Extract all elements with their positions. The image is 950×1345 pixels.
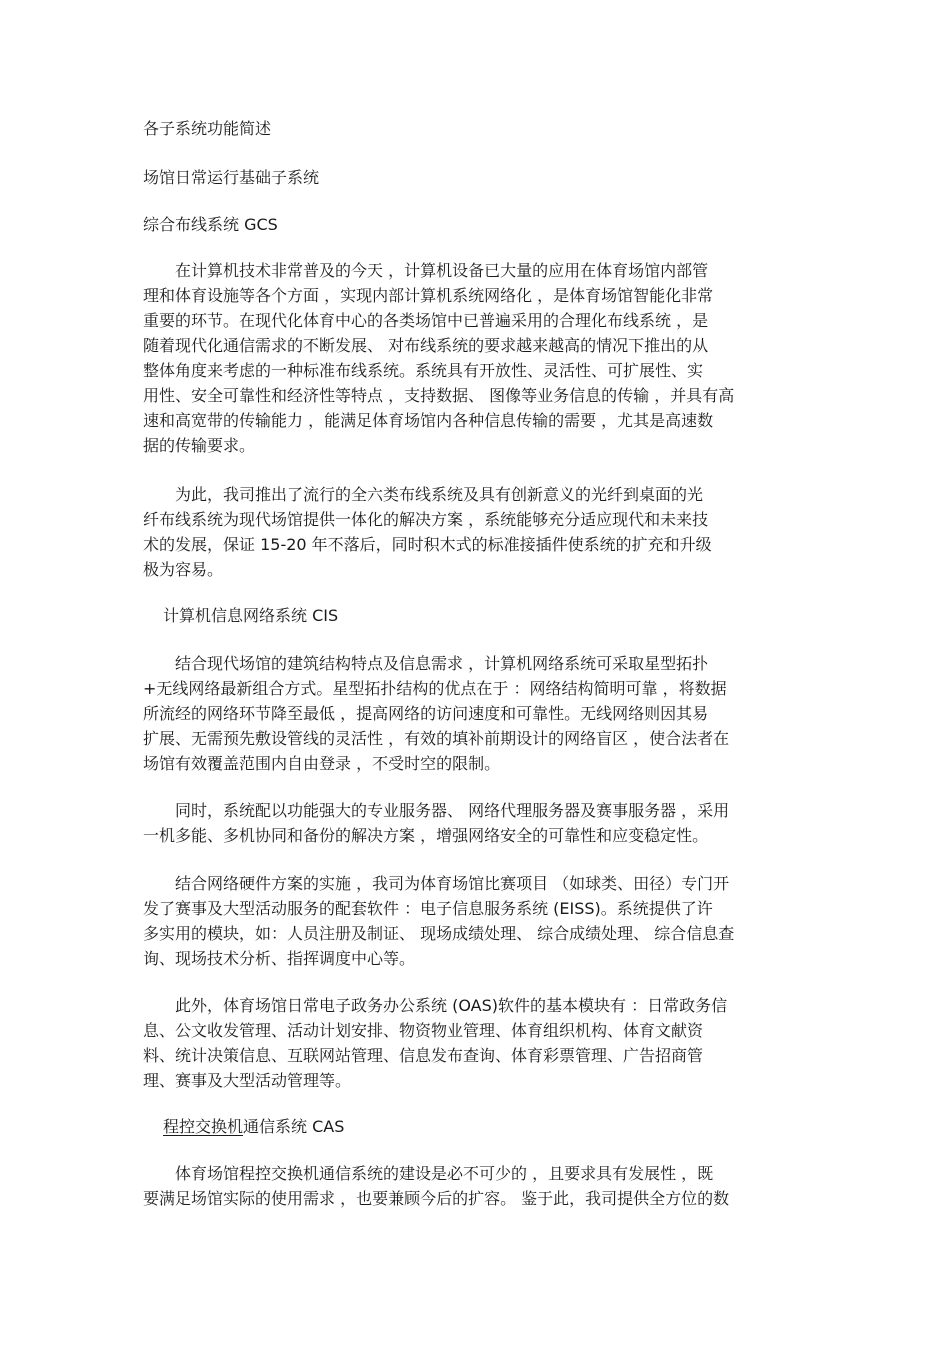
text-line: 一机多能、多机协同和备份的解决方案 ，增强网络安全的可靠性和应变稳定性。 bbox=[143, 826, 709, 845]
subsection-heading-gcs: 综合布线系统 GCS bbox=[143, 215, 278, 234]
heading-underlined-term: 程控交换机 bbox=[163, 1117, 244, 1136]
text-line: 体育场馆程控交换机通信系统的建设是必不可少的 ，且要求具有发展性 ，既 bbox=[143, 1164, 714, 1183]
text-line: 结合网络硬件方案的实施 ，我司为体育场馆比赛项目 （如球类、田径）专门开 bbox=[143, 874, 730, 893]
text-line: 询、现场技术分析、指挥调度中心等。 bbox=[143, 949, 416, 968]
text-line: 要满足场馆实际的使用需求 ，也要兼顾今后的扩容。 鉴于此，我司提供全方位的数 bbox=[143, 1189, 730, 1208]
text-line: 速和高宽带的传输能力 ，能满足体育场馆内各种信息传输的需要 ，尤其是高速数 bbox=[143, 411, 714, 430]
text-line: 整体角度来考虑的一种标准布线系统。系统具有开放性、灵活性、可扩展性、实 bbox=[143, 361, 704, 380]
text-line: 发了赛事及大型活动服务的配套软件 ：电子信息服务系统 (EISS)。系统提供了许 bbox=[143, 899, 713, 918]
text-line: 理和体育设施等各个方面 ，实现内部计算机系统网络化 ，是体育场馆智能化非常 bbox=[143, 286, 714, 305]
text-line: 多实用的模块，如：人员注册及制证、 现场成绩处理、 综合成绩处理、 综合信息查 bbox=[143, 924, 735, 943]
text-line: 术的发展，保证 15-20 年不落后，同时积木式的标准接插件使系统的扩充和升级 bbox=[143, 535, 712, 554]
text-line: 在计算机技术非常普及的今天 ，计算机设备已大量的应用在体育场馆内部管 bbox=[143, 261, 709, 280]
text-line: 所流经的网络环节降至最低 ，提高网络的访问速度和可靠性。无线网络则因其易 bbox=[143, 704, 709, 723]
text-line: 随着现代化通信需求的不断发展、 对布线系统的要求越来越高的情况下推出的从 bbox=[143, 336, 709, 355]
paragraph-gcs-solution bbox=[143, 482, 808, 582]
text-line: 场馆有效覆盖范围内自由登录 ，不受时空的限制。 bbox=[143, 754, 501, 773]
text-line: 料、统计决策信息、互联网站管理、信息发布查询、体育彩票管理、广告招商管 bbox=[143, 1046, 704, 1065]
text-line: 结合现代场馆的建筑结构特点及信息需求 ，计算机网络系统可采取星型拓扑 bbox=[143, 654, 709, 673]
text-line: +无线网络最新组合方式。星型拓扑结构的优点在于 ：网络结构简明可靠 ，将数据 bbox=[143, 679, 727, 698]
paragraph-cas-intro bbox=[143, 1161, 808, 1211]
text-line: 纤布线系统为现代场馆提供一体化的解决方案 ，系统能够充分适应现代和未来技 bbox=[143, 510, 709, 529]
text-line: 扩展、无需预先敷设管线的灵活性 ，有效的填补前期设计的网络盲区 ，使合法者在 bbox=[143, 729, 730, 748]
text-line: 理、赛事及大型活动管理等。 bbox=[143, 1071, 352, 1090]
subsection-heading-cas bbox=[163, 1116, 344, 1138]
paragraph-cis-servers bbox=[143, 798, 808, 848]
paragraph-cis-oas bbox=[143, 993, 808, 1093]
paragraph-gcs-intro bbox=[143, 258, 808, 458]
text-line: 同时，系统配以功能强大的专业服务器、 网络代理服务器及赛事服务器 ，采用 bbox=[143, 801, 730, 820]
text-line: 用性、安全可靠性和经济性等特点 ，支持数据、 图像等业务信息的传输 ，并具有高 bbox=[143, 386, 735, 405]
paragraph-cis-eiss bbox=[143, 871, 808, 971]
subsection-heading-cis: 计算机信息网络系统 CIS bbox=[163, 606, 339, 625]
text-line: 息、公文收发管理、活动计划安排、物资物业管理、体育组织机构、体育文献资 bbox=[143, 1021, 704, 1040]
text-line: 为此，我司推出了流行的全六类布线系统及具有创新意义的光纤到桌面的光 bbox=[143, 485, 704, 504]
section-heading-basic-subsystem: 场馆日常运行基础子系统 bbox=[143, 168, 320, 187]
doc-title: 各子系统功能简述 bbox=[143, 119, 272, 138]
text-line: 此外，体育场馆日常电子政务办公系统 (OAS)软件的基本模块有 ：日常政务信 bbox=[143, 996, 728, 1015]
text-line: 据的传输要求。 bbox=[143, 436, 256, 455]
text-line: 重要的环节。在现代化体育中心的各类场馆中已普遍采用的合理化布线系统 ，是 bbox=[143, 311, 709, 330]
text-line: 极为容易。 bbox=[143, 560, 224, 579]
paragraph-cis-topology bbox=[143, 651, 808, 776]
heading-remainder: 通信系统 CAS bbox=[243, 1117, 345, 1136]
